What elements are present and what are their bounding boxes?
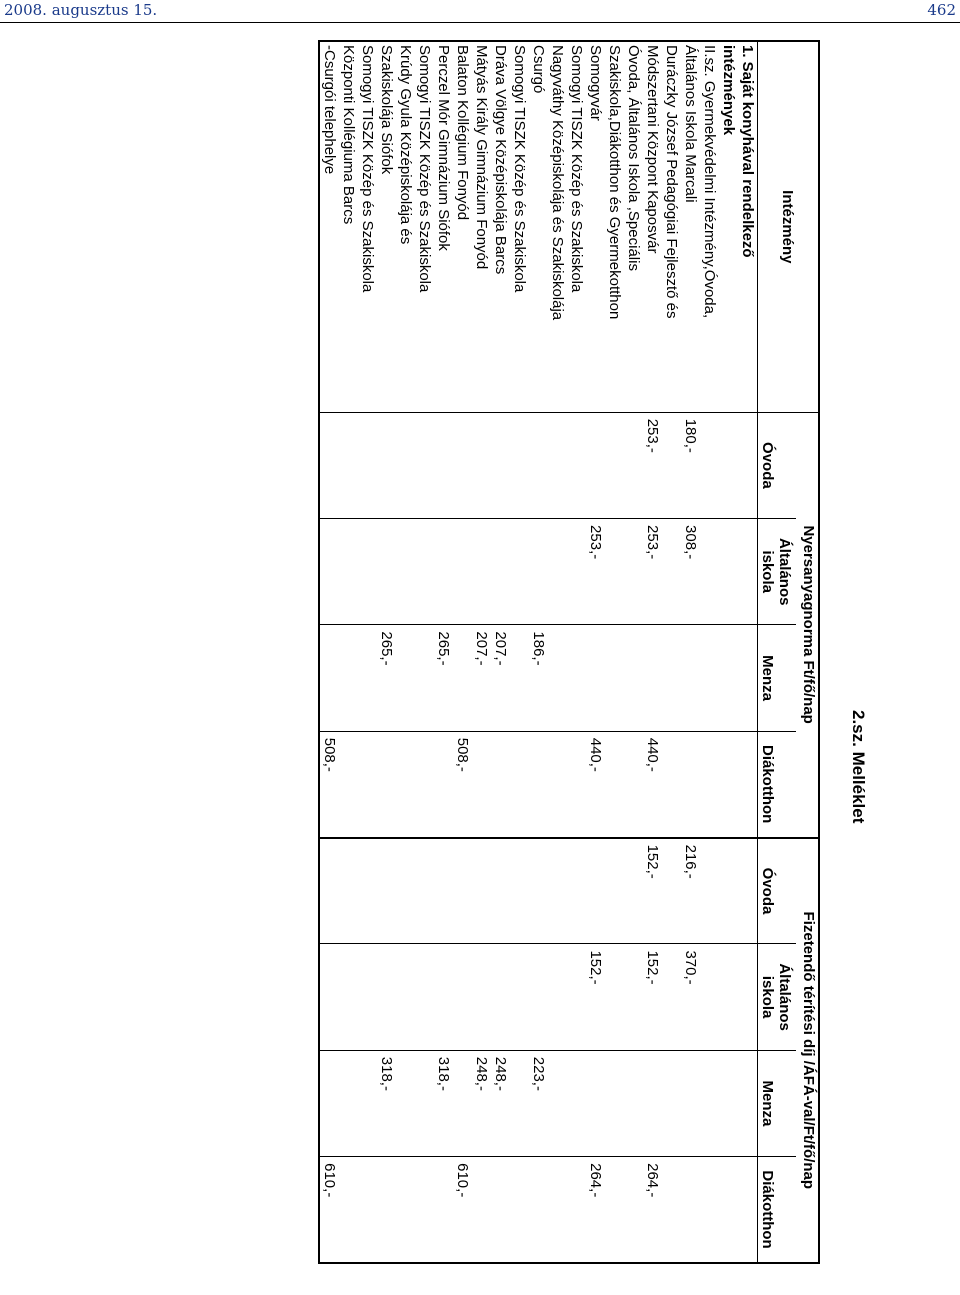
table-row: [434, 41, 453, 1263]
institution-name: Balaton Kollégium Fonyód: [453, 41, 472, 412]
value-cell: [491, 412, 510, 518]
value-cell: 265,-: [377, 625, 396, 731]
value-cell: [510, 1157, 529, 1263]
table-row: [700, 41, 719, 1263]
value-cell: [453, 519, 472, 625]
value-cell: 152,-: [643, 944, 662, 1050]
value-cell: [700, 1050, 719, 1156]
value-cell: [415, 625, 434, 731]
value-cell: [491, 838, 510, 944]
value-cell: [377, 519, 396, 625]
table-row: [624, 41, 643, 1263]
page-number: 462: [927, 1, 956, 19]
value-cell: 253,-: [643, 519, 662, 625]
institution-name: Csurgó: [529, 41, 548, 412]
value-cell: [319, 944, 339, 1050]
value-cell: [567, 944, 586, 1050]
value-cell: [662, 1157, 681, 1263]
value-cell: [662, 1050, 681, 1156]
table-row: [719, 41, 738, 1263]
value-cell: 264,-: [643, 1157, 662, 1263]
value-cell: [624, 519, 643, 625]
value-cell: [510, 412, 529, 518]
value-cell: [586, 1050, 605, 1156]
table-row: [415, 41, 434, 1263]
value-cell: [548, 1050, 567, 1156]
value-cell: [624, 1050, 643, 1156]
value-cell: [738, 625, 758, 731]
header-date: 2008. augusztus 15.: [4, 1, 158, 19]
value-cell: [453, 944, 472, 1050]
value-cell: [624, 1157, 643, 1263]
value-cell: [491, 1157, 510, 1263]
value-cell: [662, 944, 681, 1050]
value-cell: [415, 1157, 434, 1263]
value-cell: 253,-: [586, 519, 605, 625]
value-cell: [567, 1157, 586, 1263]
value-cell: [529, 519, 548, 625]
value-cell: [548, 412, 567, 518]
value-cell: [700, 838, 719, 944]
value-cell: [738, 1050, 758, 1156]
institution-name: Somogyvár: [586, 41, 605, 412]
value-cell: [396, 1050, 415, 1156]
value-cell: [605, 838, 624, 944]
value-cell: [510, 1050, 529, 1156]
value-cell: 440,-: [643, 731, 662, 837]
value-cell: 610,-: [453, 1157, 472, 1263]
table-row: [567, 41, 586, 1263]
value-cell: [529, 731, 548, 837]
value-cell: [586, 838, 605, 944]
value-cell: [510, 944, 529, 1050]
value-cell: [700, 519, 719, 625]
value-cell: [491, 731, 510, 837]
institution-name: 1. Saját konyhával rendelkező: [738, 41, 758, 412]
value-cell: [453, 838, 472, 944]
value-cell: 265,-: [434, 625, 453, 731]
value-cell: [358, 412, 377, 518]
value-cell: 440,-: [586, 731, 605, 837]
institution-name: Krúdy Gyula Középiskolája és: [396, 41, 415, 412]
value-cell: [339, 731, 358, 837]
institution-name: intézmények: [719, 41, 738, 412]
value-cell: [415, 838, 434, 944]
value-cell: [662, 838, 681, 944]
value-cell: [510, 731, 529, 837]
value-cell: [319, 625, 339, 731]
value-cell: [358, 731, 377, 837]
col-menza-1: Menza: [758, 625, 797, 731]
value-cell: [529, 838, 548, 944]
institution-name: Somogyi TISZK Közép és Szakiskola: [510, 41, 529, 412]
value-cell: 216,-: [681, 838, 700, 944]
value-cell: 152,-: [643, 838, 662, 944]
value-cell: 318,-: [377, 1050, 396, 1156]
value-cell: [605, 412, 624, 518]
value-cell: [605, 625, 624, 731]
value-cell: 508,-: [453, 731, 472, 837]
value-cell: [567, 519, 586, 625]
appendix-label: 2.sz. Melléklet: [849, 710, 868, 824]
value-cell: [319, 412, 339, 518]
col-ovoda-1: Óvoda: [758, 412, 797, 518]
value-cell: [319, 838, 339, 944]
value-cell: [567, 412, 586, 518]
table-row: [586, 41, 605, 1263]
value-cell: [662, 731, 681, 837]
value-cell: 264,-: [586, 1157, 605, 1263]
value-cell: [719, 1157, 738, 1263]
value-cell: [415, 731, 434, 837]
value-cell: [434, 838, 453, 944]
value-cell: 370,-: [681, 944, 700, 1050]
value-cell: [548, 519, 567, 625]
value-cell: [719, 519, 738, 625]
value-cell: 248,-: [491, 1050, 510, 1156]
value-cell: [643, 1050, 662, 1156]
value-cell: [396, 731, 415, 837]
value-cell: [548, 731, 567, 837]
value-cell: [681, 1157, 700, 1263]
value-cell: 207,-: [472, 625, 491, 731]
value-cell: [415, 519, 434, 625]
value-cell: [377, 944, 396, 1050]
value-cell: [548, 1157, 567, 1263]
value-cell: [434, 944, 453, 1050]
institution-name: Szakiskolája Siófok: [377, 41, 396, 412]
value-cell: [700, 731, 719, 837]
value-cell: [453, 625, 472, 731]
value-cell: [738, 731, 758, 837]
value-cell: [529, 412, 548, 518]
value-cell: [605, 944, 624, 1050]
value-cell: [643, 625, 662, 731]
value-cell: [434, 519, 453, 625]
table-body: [319, 41, 758, 1263]
value-cell: [377, 412, 396, 518]
value-cell: [319, 1050, 339, 1156]
value-cell: [719, 1050, 738, 1156]
value-cell: [681, 731, 700, 837]
value-cell: [662, 625, 681, 731]
table-row: [605, 41, 624, 1263]
value-cell: [339, 625, 358, 731]
value-cell: [472, 1157, 491, 1263]
institution-name: Perczel Mór Gimnázium Siófok: [434, 41, 453, 412]
col-altalanos-iskola-1: Általános iskola: [758, 519, 797, 625]
col-menza-2: Menza: [758, 1050, 797, 1156]
value-cell: [548, 944, 567, 1050]
value-cell: [396, 519, 415, 625]
value-cell: 152,-: [586, 944, 605, 1050]
table-row: [529, 41, 548, 1263]
value-cell: [700, 1157, 719, 1263]
value-cell: [605, 731, 624, 837]
value-cell: [472, 731, 491, 837]
value-cell: [453, 1050, 472, 1156]
value-cell: [586, 625, 605, 731]
value-cell: 180,-: [681, 412, 700, 518]
group-raw-material-norm: Nyersanyagnorma Ft/fő/nap: [796, 412, 819, 837]
value-cell: [605, 1157, 624, 1263]
table-row: [396, 41, 415, 1263]
value-cell: [700, 412, 719, 518]
value-cell: [605, 519, 624, 625]
value-cell: [339, 1050, 358, 1156]
rotated-content: [110, 20, 870, 1295]
value-cell: [339, 838, 358, 944]
value-cell: [396, 838, 415, 944]
table-row: [738, 41, 758, 1263]
institution-name: II.sz. Gyermekvédelmi Intézmény,Óvoda,: [700, 41, 719, 412]
value-cell: [529, 944, 548, 1050]
value-cell: [510, 625, 529, 731]
value-cell: [719, 731, 738, 837]
value-cell: [396, 1157, 415, 1263]
table-row: [472, 41, 491, 1263]
institution-name: Központi Kollégiuma Barcs: [339, 41, 358, 412]
value-cell: [415, 944, 434, 1050]
value-cell: [624, 625, 643, 731]
value-cell: [719, 412, 738, 518]
value-cell: [548, 625, 567, 731]
table-row: [339, 41, 358, 1263]
value-cell: [358, 1157, 377, 1263]
value-cell: 207,-: [491, 625, 510, 731]
value-cell: [624, 731, 643, 837]
value-cell: [738, 519, 758, 625]
value-cell: [491, 519, 510, 625]
value-cell: [719, 944, 738, 1050]
value-cell: 508,-: [319, 731, 339, 837]
institution-name: Somogyi TISZK Közép és Szakiskola: [415, 41, 434, 412]
value-cell: [548, 838, 567, 944]
value-cell: [319, 519, 339, 625]
value-cell: [377, 838, 396, 944]
value-cell: [700, 625, 719, 731]
institution-name: Mátyás Király Gimnázium Fonyód: [472, 41, 491, 412]
value-cell: [605, 1050, 624, 1156]
table-row: [491, 41, 510, 1263]
value-cell: 186,-: [529, 625, 548, 731]
value-cell: [719, 838, 738, 944]
table-row: [510, 41, 529, 1263]
table-row: [662, 41, 681, 1263]
institution-name: Óvoda, Általános Iskola ,Speciális: [624, 41, 643, 412]
col-diakotthon-1: Diákotthon: [758, 731, 797, 837]
value-cell: [358, 625, 377, 731]
value-cell: 318,-: [434, 1050, 453, 1156]
table-row: [377, 41, 396, 1263]
value-cell: [377, 1157, 396, 1263]
table-row: [453, 41, 472, 1263]
value-cell: 223,-: [529, 1050, 548, 1156]
value-cell: 248,-: [472, 1050, 491, 1156]
value-cell: [738, 944, 758, 1050]
value-cell: [510, 838, 529, 944]
value-cell: [681, 625, 700, 731]
value-cell: [396, 625, 415, 731]
value-cell: 610,-: [319, 1157, 339, 1263]
value-cell: [624, 412, 643, 518]
value-cell: [738, 1157, 758, 1263]
value-cell: [700, 944, 719, 1050]
value-cell: [339, 1157, 358, 1263]
value-cell: [510, 519, 529, 625]
value-cell: [738, 412, 758, 518]
col-diakotthon-2: Diákotthon: [758, 1157, 797, 1263]
value-cell: [453, 412, 472, 518]
value-cell: [491, 944, 510, 1050]
institution-name: Szakiskola,Diákotthon és Gyermekotthon: [605, 41, 624, 412]
table-row: [548, 41, 567, 1263]
rates-table: [318, 40, 820, 1264]
value-cell: [472, 412, 491, 518]
value-cell: [624, 944, 643, 1050]
institution-name: Általános Iskola Marcali: [681, 41, 700, 412]
col-institution: Intézmény: [758, 41, 820, 412]
value-cell: [529, 1157, 548, 1263]
value-cell: [662, 519, 681, 625]
value-cell: [415, 1050, 434, 1156]
value-cell: [567, 625, 586, 731]
value-cell: [662, 412, 681, 518]
value-cell: [358, 1050, 377, 1156]
institution-name: Nagyváthy Középiskolája és Szakiskolája: [548, 41, 567, 412]
institution-name: Somogyi TISZK Közép és Szakiskola: [358, 41, 377, 412]
value-cell: [472, 519, 491, 625]
table-row: [643, 41, 662, 1263]
value-cell: [415, 412, 434, 518]
value-cell: [434, 731, 453, 837]
value-cell: [434, 412, 453, 518]
value-cell: [396, 944, 415, 1050]
institution-name: Dráva Völgye Középiskolája Barcs: [491, 41, 510, 412]
institution-name: Duráczky József Pedagógiai Fejlesztő és: [662, 41, 681, 412]
value-cell: [472, 838, 491, 944]
value-cell: 253,-: [643, 412, 662, 518]
value-cell: [358, 838, 377, 944]
value-cell: [719, 625, 738, 731]
institution-name: Somogyi TISZK Közép és Szakiskola: [567, 41, 586, 412]
value-cell: [358, 519, 377, 625]
value-cell: [624, 838, 643, 944]
value-cell: [681, 1050, 700, 1156]
value-cell: [339, 944, 358, 1050]
value-cell: [358, 944, 377, 1050]
value-cell: [339, 519, 358, 625]
col-altalanos-iskola-2: Általános iskola: [758, 944, 797, 1050]
value-cell: [396, 412, 415, 518]
institution-name: Módszertani Központ Kaposvár: [643, 41, 662, 412]
value-cell: [339, 412, 358, 518]
value-cell: [586, 412, 605, 518]
institution-name: -Csurgói telephelye: [319, 41, 339, 412]
value-cell: [434, 1157, 453, 1263]
value-cell: [738, 838, 758, 944]
value-cell: [567, 1050, 586, 1156]
table-row: [681, 41, 700, 1263]
value-cell: [472, 944, 491, 1050]
value-cell: [567, 731, 586, 837]
group-payable-fee: Fizetendő térítési díj /ÁFÁ-val/Ft/fő/nap: [796, 838, 819, 1263]
table-row: [358, 41, 377, 1263]
value-cell: 308,-: [681, 519, 700, 625]
value-cell: [567, 838, 586, 944]
col-ovoda-2: Óvoda: [758, 838, 797, 944]
value-cell: [377, 731, 396, 837]
table-row: [319, 41, 339, 1263]
